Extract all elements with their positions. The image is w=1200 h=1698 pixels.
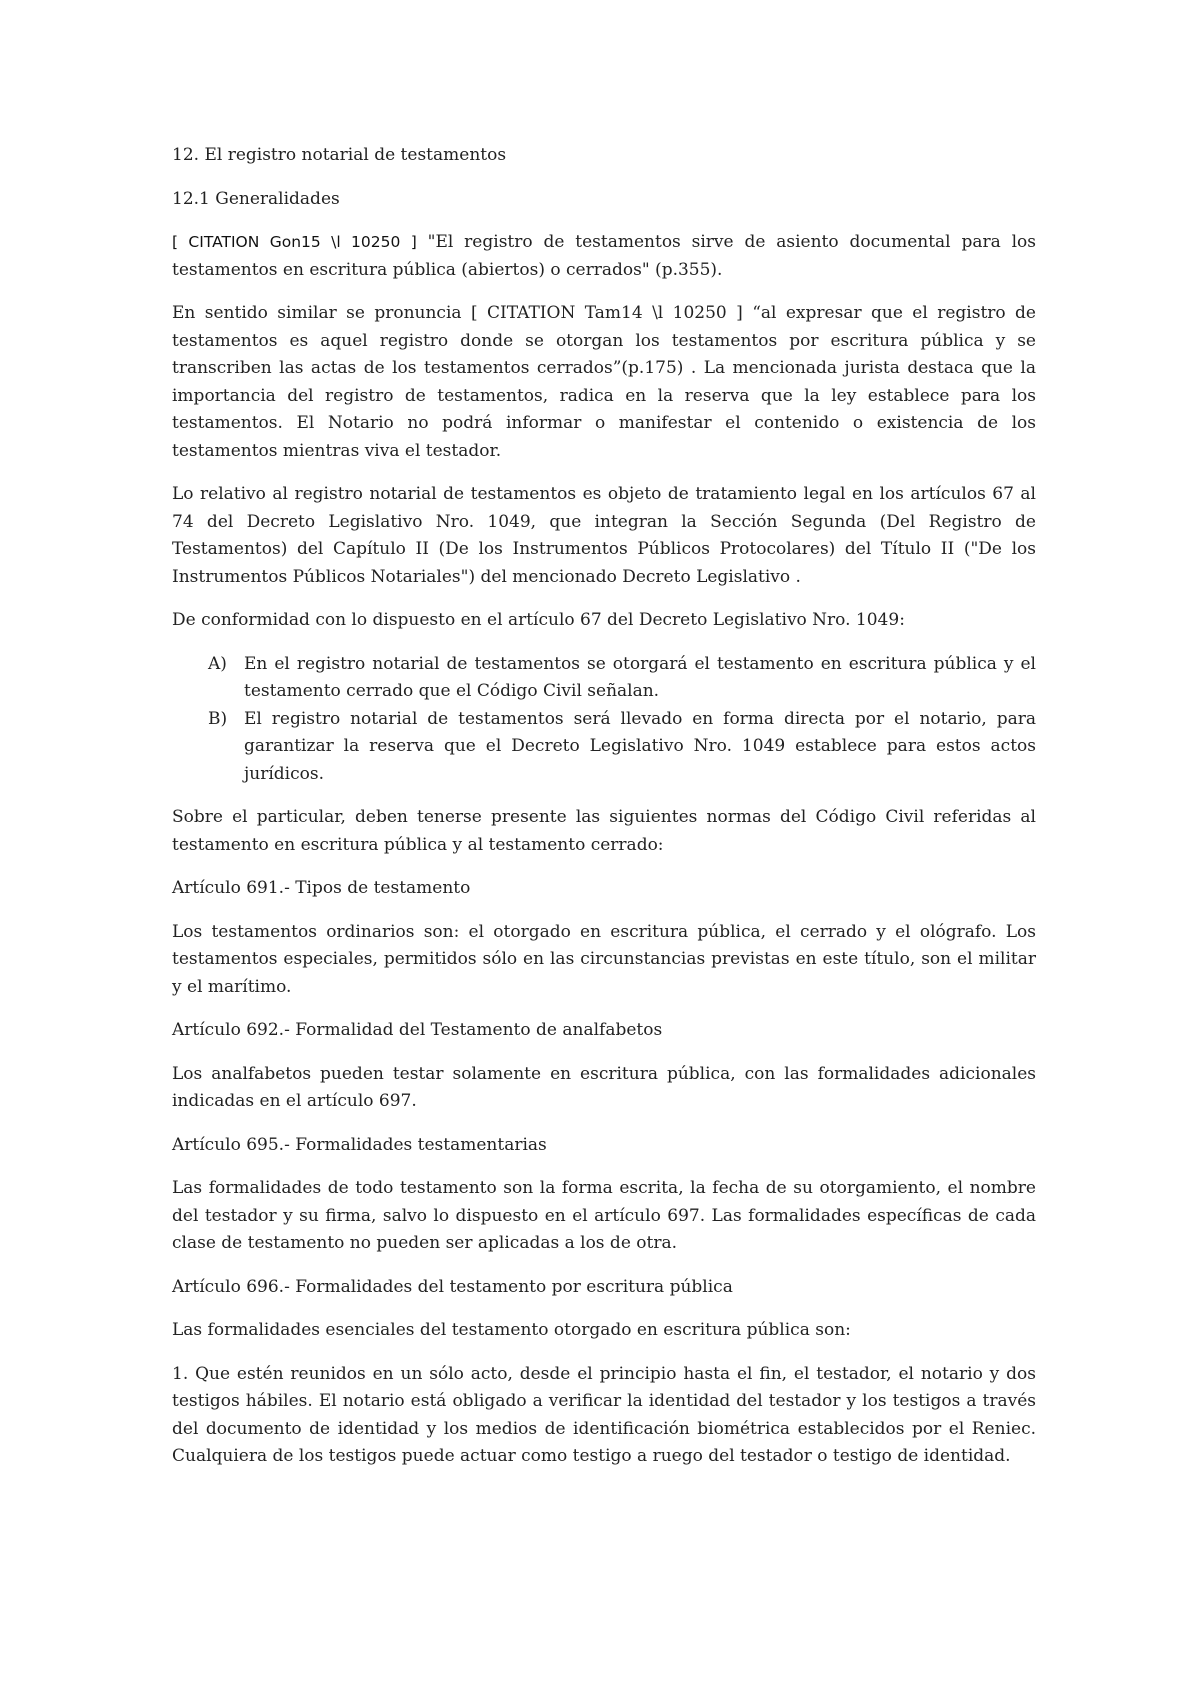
article-67-list [172,651,1036,789]
article-696-item-1: 1. Que estén reunidos en un sólo acto, desde el principio hasta el fin, el testador, el notario y dos testigos hábiles. El notario está obligado a verificar la identidad del testador y los testigos a través del documento de identidad y los medios de identificación biométrica establecidos por el Reniec. Cualquiera de los testigos puede actuar como testigo a ruego del testador o testigo de identidad. [172,1363,1036,1466]
paragraph-civil-code-intro: Sobre el particular, deben tenerse presente las siguientes normas del Código Civil referidas al testamento en escritura pública y al testamento cerrado: [172,807,1036,855]
article-691-text: Los testamentos ordinarios son: el otorgado en escritura pública, el cerrado y el ológrafo. Los testamentos especiales, permitidos sólo en las circunstancias previstas en este título, son el militar y el marítimo. [172,921,1036,997]
section-heading: 12. El registro notarial de testamentos [172,145,507,165]
article-696-title: Artículo 696.- Formalidades del testamento por escritura pública [172,1276,733,1297]
list-marker: A) [208,653,227,674]
article-692-text: Los analfabetos pueden testar solamente en escritura pública, con las formalidades adicionales indicadas en el artículo 697. [172,1063,1036,1111]
subsection-heading: 12.1 Generalidades [172,188,340,209]
paragraph-tam14: En sentido similar se pronuncia [ CITATION Tam14 \l 10250 ] “al expresar que el registro de testamentos es aquel registro donde se otorgan los testamentos por escritura pública y se transcriben las actas de los testamentos cerrados”(p.175) . La mencionada jurista destaca que la importancia del registro de testamentos, radica en la reserva que la ley establece para los testamentos. El Notario no podrá informar o manifestar el contenido o existencia de los testamentos mientras viva el testador. [172,303,1036,461]
article-692-title: Artículo 692.- Formalidad del Testamento de analfabetos [172,1020,663,1040]
document-page [172,142,1036,1487]
article-696-intro: Las formalidades esenciales del testamento otorgado en escritura pública son: [172,1320,851,1340]
list-marker: B) [208,708,228,729]
paragraph-citation-gon15 [172,229,1036,284]
article-691-title: Artículo 691.- Tipos de testamento [172,878,471,898]
list-item [172,706,1036,789]
list-item-text: El registro notarial de testamentos será llevado en forma directa por el notario, para garantizar la reserva que el Decreto Legislativo Nro. 1049 establece para estos actos jurídicos. [244,708,1036,784]
paragraph-legal-treatment: Lo relativo al registro notarial de testamentos es objeto de tratamiento legal en los artículos 67 al 74 del Decreto Legislativo Nro. 1049, que integran la Sección Segunda (Del Registro de Testamentos) del Capítulo II (De los Instrumentos Públicos Protocolares) del Título II ("De los Instrumentos Públicos Notariales") del mencionado Decreto Legislativo . [172,484,1036,587]
list-item-text: En el registro notarial de testamentos se otorgará el testamento en escritura pública y el testamento cerrado que el Código Civil señalan. [244,653,1036,701]
article-695-title: Artículo 695.- Formalidades testamentarias [172,1134,547,1155]
paragraph-article-67-intro: De conformidad con lo dispuesto en el artículo 67 del Decreto Legislativo Nro. 1049: [172,610,905,630]
article-695-text: Las formalidades de todo testamento son la forma escrita, la fecha de su otorgamiento, el nombre del testador y su firma, salvo lo dispuesto en el artículo 697. Las formalidades específicas de cada clase de testamento no pueden ser aplicadas a los de otra. [172,1178,1036,1253]
list-item [172,651,1036,706]
citation-field: [ CITATION Gon15 \l 10250 ] [172,233,417,251]
paragraph-text: "El registro de testamentos sirve de asiento documental para los testamentos en escritura pública (abiertos) o cerrados" (p.355). [172,232,1037,280]
